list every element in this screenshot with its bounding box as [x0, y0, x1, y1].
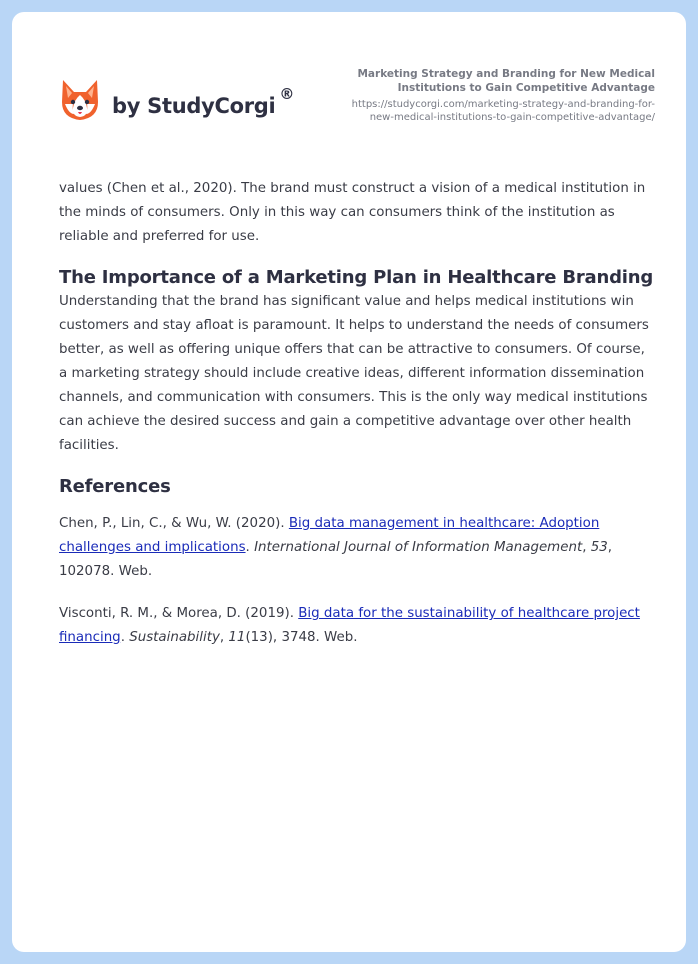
document-url[interactable]: https://studycorgi.com/marketing-strategy-and-branding-for- new-medical-institutions-to-gain-competitive-advantage/ [351, 99, 655, 123]
corgi-logo-icon [60, 78, 100, 122]
brand-logo[interactable] [60, 76, 294, 124]
brand-name: by StudyCorgi ® [112, 85, 295, 118]
intro-paragraph: values (Chen et al., 2020). The brand must construct a vision of a medical institution in the minds of consumers. Only in this way can consumers think of the institution as reliable and preferred for use. [59, 181, 646, 244]
document-page [12, 12, 686, 952]
journal-name: Sustainability [129, 630, 220, 645]
references-heading: References [59, 476, 171, 497]
reference-link[interactable]: Big data for the sustainability of healthcare project financing [59, 606, 640, 645]
registered-mark: ® [279, 85, 295, 103]
section-paragraph: Understanding that the brand has significant value and helps medical institutions win customers and stay afloat is paramount. It helps to understand the needs of consumers better, as well as offering unique offers that can be attractive to consumers. Of course, a marketing strategy should include creative ideas, different information dissemination channels, and communication with consumers. This is the only way medical institutions can achieve the desired success and gain a competitive advantage over other health facilities. [59, 294, 649, 453]
volume-number: 11 [228, 630, 246, 645]
journal-name: International Journal of Information Management [254, 540, 583, 555]
volume-number: 53 [590, 540, 608, 555]
reference-item: Chen, P., Lin, C., & Wu, W. (2020). Big data management in healthcare: Adoption challenges and implications. International Journal of Information Management, 53, 102078. Web. [59, 516, 613, 579]
document-title: Marketing Strategy and Branding for New Medical Institutions to Gain Competitive Advantage [357, 68, 655, 94]
document-content [59, 177, 655, 650]
section-heading: The Importance of a Marketing Plan in Healthcare Branding [59, 267, 654, 288]
document-meta [315, 67, 655, 124]
reference-link[interactable]: Big data management in healthcare: Adoption challenges and implications [59, 516, 600, 555]
reference-item: Visconti, R. M., & Morea, D. (2019). Big data for the sustainability of healthcare project financing. Sustainability, 11(13), 3748. Web. [59, 606, 640, 645]
page-header [12, 12, 686, 152]
